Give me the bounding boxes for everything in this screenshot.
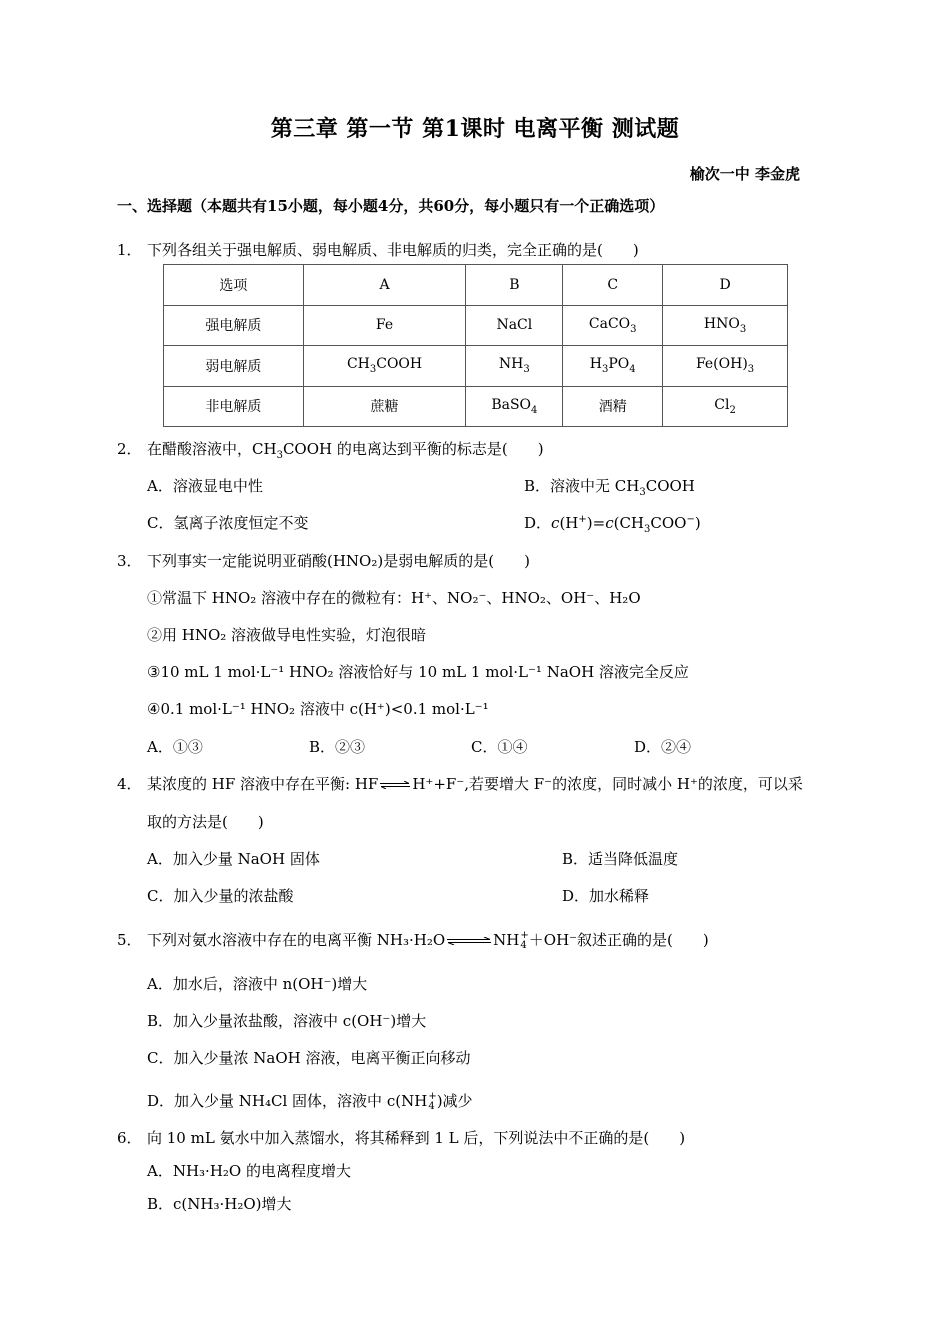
q4-option-a[interactable]: A．加入少量 NaOH 固体 [147, 850, 320, 868]
q3-statement-1: ①常温下 HNO₂ 溶液中存在的微粒有：H⁺、NO₂⁻、HNO₂、OH⁻、H₂O [147, 589, 641, 607]
table-row [164, 346, 788, 387]
q3-option-d[interactable]: D．②④ [634, 738, 692, 756]
table-cell: $Fe(OH)_3$ [663, 346, 788, 387]
table-cell: 非电解质 [164, 386, 304, 427]
table-header-row [164, 265, 788, 306]
table-cell: 强电解质 [164, 305, 304, 346]
q6-option-a[interactable]: A．NH₃·H₂O 的电离程度增大 [147, 1162, 351, 1180]
q3-statement-2: ②用 HNO₂ 溶液做导电性实验，灯泡很暗 [147, 626, 427, 644]
q3-number: 3． [117, 552, 142, 570]
q2-stem: 在醋酸溶液中，$CH_3COOH$ 的电离达到平衡的标志是( ) [147, 440, 544, 461]
table-row [164, 305, 788, 346]
q1-stem: 下列各组关于强电解质、弱电解质、非电解质的归类，完全正确的是( ) [147, 241, 639, 259]
q2-number: 2． [117, 440, 142, 458]
q4-option-d[interactable]: D．加水稀释 [562, 887, 650, 905]
table-cell: CaCO$_3$ [563, 305, 663, 346]
table-cell: 弱电解质 [164, 346, 304, 387]
q2-option-a[interactable]: A．溶液显电中性 [147, 477, 263, 495]
q3-statement-3: ③10 mL 1 mol·L⁻¹ HNO₂ 溶液恰好与 10 mL 1 mol·L⁻¹ NaOH 溶液完全反应 [147, 663, 689, 681]
table-cell: $CH_3COOH$ [303, 346, 466, 387]
classification-table [163, 264, 788, 427]
q3-statement-4: ④0.1 mol·L⁻¹ HNO₂ 溶液中 c(H⁺)<0.1 mol·L⁻¹ [147, 700, 489, 718]
table-cell: BaSO$_4$ [466, 386, 563, 427]
table-cell: $NH_3$ [466, 346, 563, 387]
table-row [164, 386, 788, 427]
table-cell: $HNO_3$ [663, 305, 788, 346]
q4-stem-cont: 取的方法是( ) [147, 813, 264, 831]
q5-number: 5． [117, 931, 142, 949]
q5-option-a[interactable]: A．加水后，溶液中 n(OH⁻)增大 [147, 975, 368, 993]
table-cell: $Cl_2$ [663, 386, 788, 427]
q1-number: 1． [117, 241, 142, 259]
q5-stem: 下列对氨水溶液中存在的电离平衡 NH₃·H₂O NH + 4 ＋OH⁻叙述正确的是( ) [147, 930, 709, 951]
q5-option-c[interactable]: C．加入少量浓 NaOH 溶液，电离平衡正向移动 [147, 1049, 471, 1067]
page-title: 第三章 第一节 第1课时 电离平衡 测试题 [270, 116, 680, 142]
table-cell: D [663, 265, 788, 306]
table-cell: C [563, 265, 663, 306]
table-cell: B [466, 265, 563, 306]
table-cell: Fe [303, 305, 466, 346]
q3-stem: 下列事实一定能说明亚硝酸(HNO₂)是弱电解质的是( ) [147, 552, 530, 570]
equilibrium-arrow-icon [380, 781, 410, 789]
q3-option-b[interactable]: B．②③ [309, 738, 366, 756]
q2-option-c[interactable]: C．氢离子浓度恒定不变 [147, 514, 309, 532]
q4-stem: 某浓度的 HF 溶液中存在平衡: HF H⁺+F⁻,若要增大 F⁻的浓度，同时减小 H⁺的浓度，可以采 [147, 775, 803, 793]
q5-option-b[interactable]: B．加入少量浓盐酸，溶液中 c(OH⁻)增大 [147, 1012, 427, 1030]
table-cell: NaCl [466, 305, 563, 346]
table-cell: 酒精 [563, 386, 663, 427]
q6-number: 6． [117, 1129, 142, 1147]
section-heading: 一、选择题（本题共有15小题，每小题4分，共60分，每小题只有一个正确选项） [117, 197, 665, 215]
table-cell: A [303, 265, 466, 306]
q4-number: 4． [117, 775, 142, 793]
table-cell: 蔗糖 [303, 386, 466, 427]
q2-option-d[interactable]: D．$c(H^+)=c(CH_3COO^-)$ [524, 514, 701, 535]
q4-option-c[interactable]: C．加入少量的浓盐酸 [147, 887, 294, 905]
q2-option-b[interactable]: B．溶液中无 $CH_3COOH$ [524, 477, 695, 498]
q6-option-b[interactable]: B．c(NH₃·H₂O)增大 [147, 1195, 292, 1213]
q4-option-b[interactable]: B．适当降低温度 [562, 850, 679, 868]
table-cell: $H_3PO_4$ [563, 346, 663, 387]
q6-stem: 向 10 mL 氨水中加入蒸馏水，将其稀释到 1 L 后，下列说法中不正确的是( ) [147, 1129, 686, 1147]
equilibrium-arrow-icon [447, 937, 491, 945]
q3-option-c[interactable]: C．①④ [471, 738, 528, 756]
table-cell: 选项 [164, 265, 304, 306]
q3-option-a[interactable]: A．①③ [147, 738, 203, 756]
author-line: 榆次一中 李金虎 [689, 165, 800, 183]
q5-option-d[interactable]: D．加入少量 NH₄Cl 固体，溶液中 c(NH + 4 )减少 [147, 1091, 473, 1112]
